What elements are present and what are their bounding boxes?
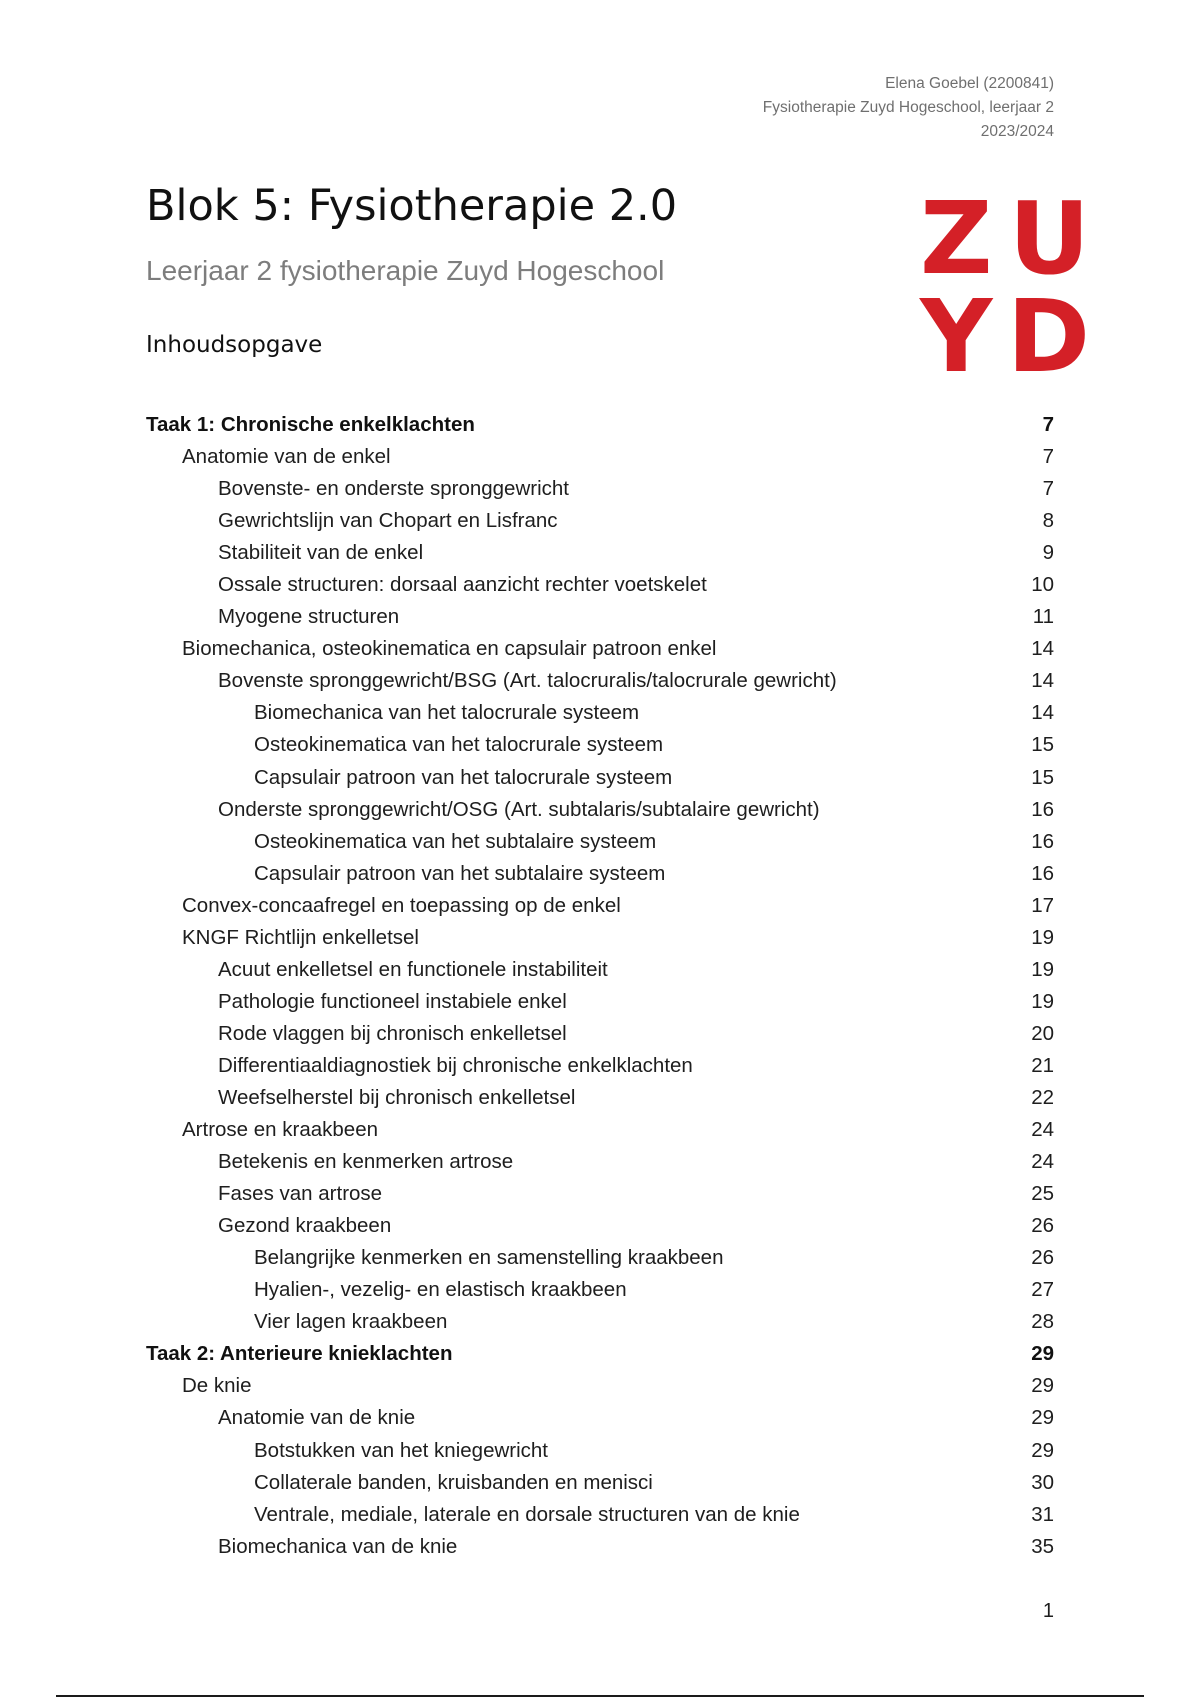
- zuyd-logo: [920, 180, 1090, 395]
- toc-entry-title: Belangrijke kenmerken en samenstelling kraakbeen: [254, 1246, 724, 1270]
- toc-entry[interactable]: [146, 762, 1054, 794]
- toc-entry-page: 7: [1042, 477, 1054, 501]
- toc-entry-page: 16: [1031, 829, 1054, 853]
- toc-entry[interactable]: [146, 1370, 1054, 1402]
- toc-entry[interactable]: [146, 826, 1054, 858]
- toc-entry-title: Anatomie van de enkel: [182, 445, 391, 469]
- toc-entry[interactable]: [146, 1242, 1054, 1274]
- toc-entry[interactable]: [146, 601, 1054, 633]
- toc-entry-title: Capsulair patroon van het talocrurale systeem: [254, 765, 673, 789]
- logo-letter: Z: [920, 180, 993, 297]
- toc-entry-page: 24: [1031, 1150, 1054, 1174]
- toc-entry-title: Convex-concaafregel en toepassing op de enkel: [182, 893, 621, 917]
- toc-entry[interactable]: [146, 409, 1054, 441]
- toc-entry[interactable]: [146, 1018, 1054, 1050]
- toc-entry[interactable]: [146, 1178, 1054, 1210]
- toc-entry-page: 21: [1031, 1053, 1054, 1077]
- toc-entry-title: Ventrale, mediale, laterale en dorsale structuren van de knie: [254, 1502, 800, 1526]
- toc-entry-page: 19: [1031, 957, 1054, 981]
- toc-entry-title: Betekenis en kenmerken artrose: [218, 1150, 514, 1174]
- toc-entry[interactable]: [146, 569, 1054, 601]
- toc-entry-title: Biomechanica van het talocrurale systeem: [254, 701, 640, 725]
- toc-entry[interactable]: [146, 1499, 1054, 1531]
- toc-entry-page: 25: [1031, 1182, 1054, 1206]
- toc-entry-title: Ossale structuren: dorsaal aanzicht rechter voetskelet: [218, 573, 707, 597]
- toc-entry-title: Acuut enkelletsel en functionele instabiliteit: [218, 957, 608, 981]
- toc-entry-page: 8: [1042, 509, 1054, 533]
- toc-entry-title: Biomechanica, osteokinematica en capsulair patroon enkel: [182, 637, 717, 661]
- toc-entry[interactable]: [146, 633, 1054, 665]
- logo-letter: U: [1008, 180, 1090, 297]
- logo-letter: D: [1006, 278, 1090, 395]
- toc-entry-title: Taak 1: Chronische enkelklachten: [146, 413, 475, 437]
- toc-entry[interactable]: [146, 1306, 1054, 1338]
- toc-entry-title: Artrose en kraakbeen: [182, 1118, 379, 1142]
- toc-entry-page: 7: [1042, 445, 1054, 469]
- toc-entry-title: Myogene structuren: [218, 605, 400, 629]
- document-title: Blok 5: Fysiotherapie 2.0: [146, 181, 678, 231]
- toc-entry[interactable]: [146, 473, 1054, 505]
- toc-entry-page: 16: [1031, 797, 1054, 821]
- toc-entry[interactable]: [146, 954, 1054, 986]
- toc-entry-page: 29: [1031, 1374, 1054, 1398]
- toc-entry-page: 19: [1031, 925, 1054, 949]
- toc-entry-title: Onderste spronggewricht/OSG (Art. subtalaris/subtalaire gewricht): [218, 797, 820, 821]
- toc-entry[interactable]: [146, 794, 1054, 826]
- toc-entry[interactable]: [146, 1531, 1054, 1563]
- institution-name: Fysiotherapie Zuyd Hogeschool, leerjaar 2: [762, 99, 1054, 116]
- document-subtitle: Leerjaar 2 fysiotherapie Zuyd Hogeschool: [146, 255, 665, 286]
- toc-entry-page: 29: [1031, 1438, 1054, 1462]
- toc-entry-page: 28: [1031, 1310, 1054, 1334]
- toc-entry[interactable]: [146, 858, 1054, 890]
- toc-entry[interactable]: [146, 1050, 1054, 1082]
- toc-entry[interactable]: [146, 1210, 1054, 1242]
- logo-row-bottom: [920, 278, 1090, 395]
- toc-entry-title: Bovenste- en onderste spronggewricht: [218, 477, 569, 501]
- toc-entry-title: Hyalien-, vezelig- en elastisch kraakbeen: [254, 1278, 627, 1302]
- toc-entry[interactable]: [146, 1467, 1054, 1499]
- toc-entry[interactable]: [146, 1435, 1054, 1467]
- toc-entry-page: 10: [1031, 573, 1054, 597]
- toc-entry-title: Fases van artrose: [218, 1182, 383, 1206]
- page-number: 1: [1042, 1600, 1054, 1622]
- toc-entry-title: Taak 2: Anterieure knieklachten: [146, 1342, 453, 1366]
- toc-entry[interactable]: [146, 1146, 1054, 1178]
- toc-entry-page: 9: [1042, 541, 1054, 565]
- toc-entry-page: 31: [1031, 1502, 1054, 1526]
- toc-entry[interactable]: [146, 986, 1054, 1018]
- toc-entry[interactable]: [146, 441, 1054, 473]
- toc-entry-page: 19: [1031, 989, 1054, 1013]
- toc-entry[interactable]: [146, 1338, 1054, 1370]
- toc-entry-page: 22: [1031, 1086, 1054, 1109]
- toc-entry-title: Osteokinematica van het subtalaire systeem: [254, 829, 657, 853]
- toc-entry-title: Rode vlaggen bij chronisch enkelletsel: [218, 1021, 567, 1045]
- toc-entry-page: 11: [1032, 605, 1054, 629]
- toc-entry-title: KNGF Richtlijn enkelletsel: [182, 925, 419, 949]
- bottom-divider: [56, 1695, 1144, 1697]
- toc-entry-title: Collaterale banden, kruisbanden en menisci: [254, 1470, 653, 1494]
- toc-entry-title: Pathologie functioneel instabiele enkel: [218, 989, 567, 1013]
- toc-entry-page: 14: [1031, 701, 1054, 725]
- toc-entry[interactable]: [146, 665, 1054, 697]
- toc-entry[interactable]: [146, 537, 1054, 569]
- toc-entry[interactable]: [146, 1402, 1054, 1434]
- toc-entry-page: 17: [1031, 893, 1054, 917]
- toc-entry-title: Capsulair patroon van het subtalaire systeem: [254, 861, 666, 885]
- toc-entry-page: 29: [1031, 1406, 1054, 1430]
- toc-entry-page: 15: [1031, 765, 1054, 789]
- toc-entry-title: Osteokinematica van het talocrurale systeem: [254, 733, 664, 757]
- toc-entry-page: 26: [1031, 1214, 1054, 1238]
- toc-entry-page: 27: [1031, 1278, 1054, 1302]
- document-header: [763, 72, 1054, 144]
- toc-entry-title: Botstukken van het kniegewricht: [254, 1438, 548, 1462]
- toc-entry[interactable]: [146, 922, 1054, 954]
- toc-entry[interactable]: [146, 890, 1054, 922]
- toc-entry-title: Anatomie van de knie: [218, 1406, 416, 1430]
- toc-entry-page: 15: [1031, 733, 1054, 757]
- toc-entry-page: 16: [1031, 861, 1054, 885]
- toc-entry-page: 26: [1031, 1246, 1054, 1270]
- toc-entry[interactable]: [146, 697, 1054, 729]
- toc-entry[interactable]: [146, 1274, 1054, 1306]
- toc-entry[interactable]: [146, 729, 1054, 761]
- academic-year: 2023/2024: [980, 123, 1054, 140]
- logo-letter: Y: [920, 278, 993, 395]
- toc-entry-title: Bovenste spronggewricht/BSG (Art. talocruralis/talocrurale gewricht): [218, 669, 837, 693]
- logo-row-top: [920, 180, 1090, 297]
- table-of-contents: [146, 409, 1054, 1563]
- toc-entry-page: 14: [1031, 637, 1054, 661]
- author-name: Elena Goebel (2200841): [885, 75, 1054, 92]
- toc-entry[interactable]: [146, 505, 1054, 537]
- toc-entry-page: 20: [1031, 1021, 1054, 1045]
- toc-entry-title: Differentiaaldiagnostiek bij chronische enkelklachten: [218, 1053, 693, 1077]
- toc-entry-page: 29: [1031, 1342, 1054, 1366]
- toc-entry-page: 7: [1042, 413, 1054, 437]
- toc-entry-page: 35: [1031, 1534, 1054, 1558]
- toc-entry[interactable]: [146, 1082, 1054, 1114]
- toc-entry-title: Gezond kraakbeen: [218, 1214, 392, 1238]
- toc-entry[interactable]: [146, 1114, 1054, 1146]
- toc-entry-title: Weefselherstel bij chronisch enkelletsel: [218, 1086, 576, 1109]
- toc-entry-page: 14: [1031, 669, 1054, 693]
- toc-entry-page: 24: [1031, 1118, 1054, 1142]
- toc-entry-title: Stabiliteit van de enkel: [218, 541, 424, 565]
- toc-entry-title: Gewrichtslijn van Chopart en Lisfranc: [218, 509, 558, 533]
- toc-entry-page: 30: [1031, 1470, 1054, 1494]
- toc-entry-title: Biomechanica van de knie: [218, 1534, 458, 1558]
- toc-heading: Inhoudsopgave: [146, 332, 323, 358]
- toc-entry-title: Vier lagen kraakbeen: [254, 1310, 448, 1334]
- toc-entry-title: De knie: [182, 1374, 252, 1398]
